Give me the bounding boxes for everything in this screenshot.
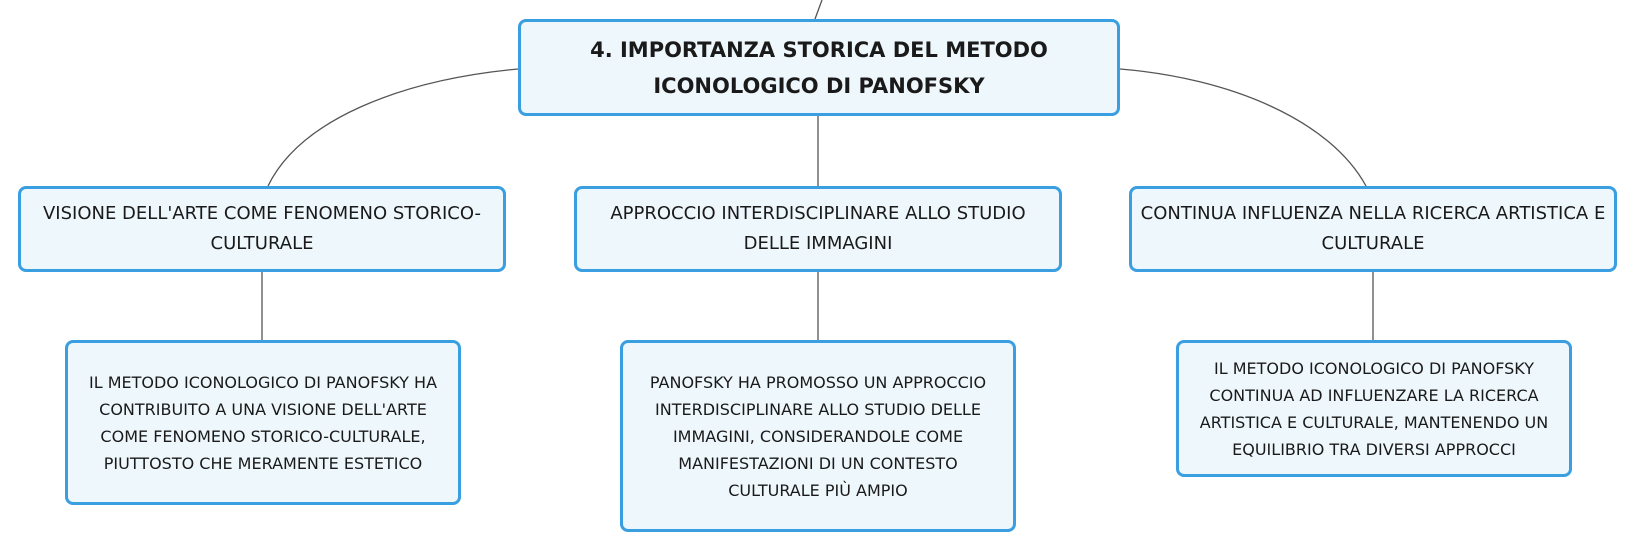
detail-label-1: IL METODO ICONOLOGICO DI PANOFSKY HA CONTRIBUITO A UNA VISIONE DELL'ARTE COME FENOMENO STORICO-CULTURALE, PIUTTOSTO CHE MERAMENTE ESTETICO [88,372,438,473]
branch-label-2: APPROCCIO INTERDISCIPLINARE ALLO STUDIO DELLE IMMAGINI [610,203,1026,254]
detail-node-2[interactable] [620,340,1016,532]
detail-label-2: PANOFSKY HA PROMOSSO UN APPROCCIO INTERDISCIPLINARE ALLO STUDIO DELLE IMMAGINI, CONSIDERANDOLE COME MANIFESTAZIONI DI UN CONTESTO CULTURALE PIÙ AMPIO [649,372,987,500]
branch-label-1: VISIONE DELL'ARTE COME FENOMENO STORICO-CULTURALE [42,203,482,254]
branch-node-2[interactable] [574,186,1062,272]
root-topic-node[interactable] [518,19,1120,116]
connector-root-to-branch-3 [1120,69,1366,186]
branch-node-3[interactable] [1129,186,1617,272]
branch-node-1[interactable] [18,186,506,272]
branch-label-3: CONTINUA INFLUENZA NELLA RICERCA ARTISTICA E CULTURALE [1140,203,1606,254]
root-topic-label: 4. IMPORTANZA STORICA DEL METODO ICONOLOGICO DI PANOFSKY [590,37,1048,98]
connector-root-to-branch-1 [268,69,518,186]
detail-label-3: IL METODO ICONOLOGICO DI PANOFSKY CONTINUA AD INFLUENZARE LA RICERCA ARTISTICA E CULTURALE, MANTENENDO UN EQUILIBRIO TRA DIVERSI APPROCCI [1199,358,1549,459]
detail-node-3[interactable] [1176,340,1572,477]
connector-parent-to-root [815,0,822,19]
detail-node-1[interactable] [65,340,461,505]
